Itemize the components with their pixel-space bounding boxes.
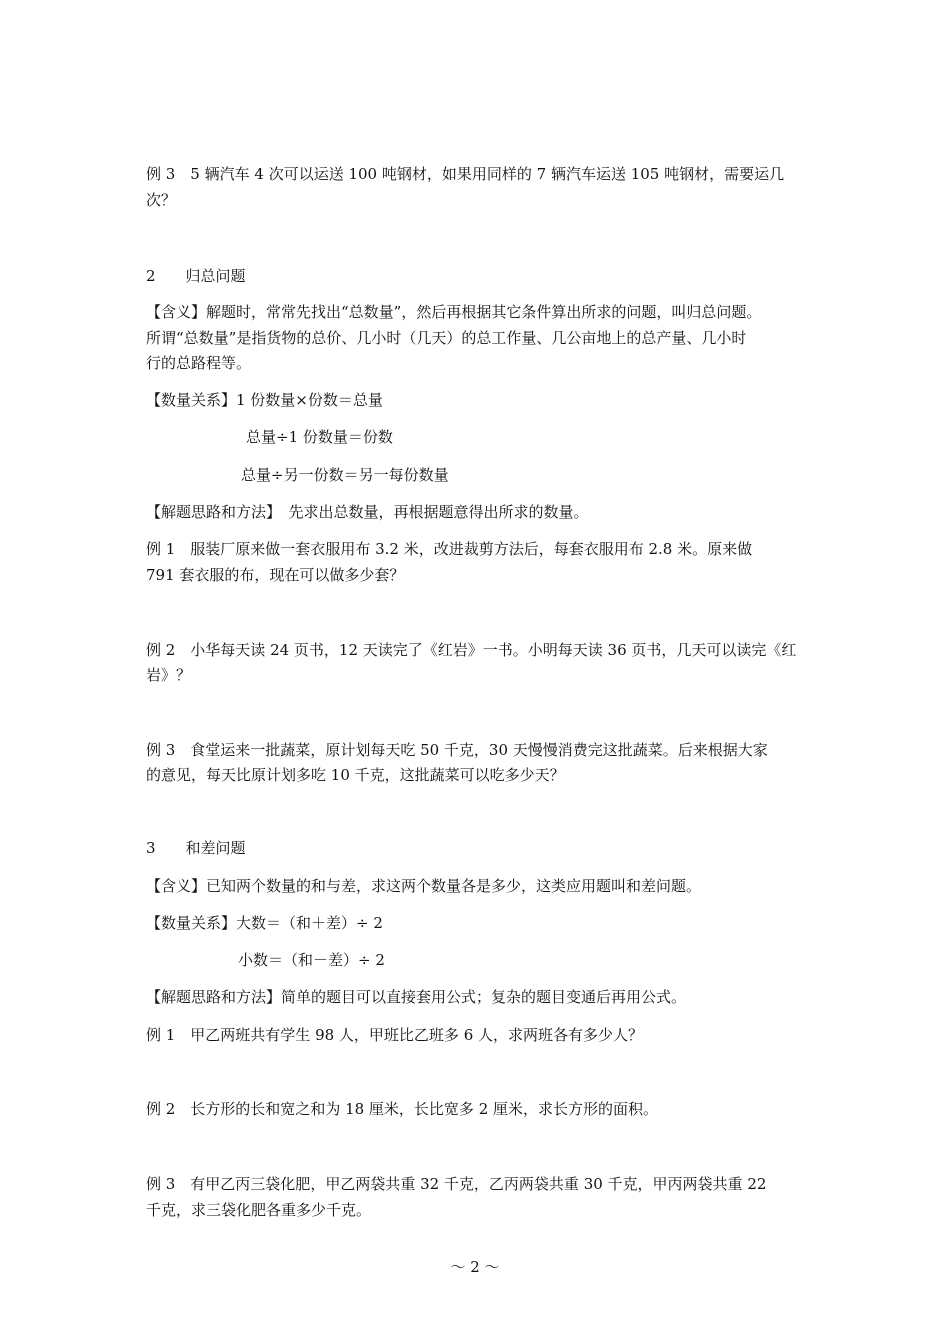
section-2-relation-line-3: 总量÷另一份数＝另一每份数量 — [241, 466, 449, 484]
section-2-relation-line-2: 总量÷1 份数量＝份数 — [246, 428, 393, 446]
example-3-prev-line-1: 例 3 5 辆汽车 4 次可以运送 100 吨钢材，如果用同样的 7 辆汽车运送 105 吨钢材，需要运几 — [146, 165, 785, 183]
section-2-example-3-line-1: 例 3 食堂运来一批蔬菜，原计划每天吃 50 千克，30 天慢慢消费完这批蔬菜。后来根据大家 — [146, 741, 768, 759]
section-3-relation-line-1: 【数量关系】大数＝（和＋差）÷ 2 — [146, 914, 383, 932]
section-3-example-1: 例 1 甲乙两班共有学生 98 人，甲班比乙班多 6 人，求两班各有多少人？ — [146, 1026, 644, 1044]
section-2-example-1-line-1: 例 1 服装厂原来做一套衣服用布 3.2 米，改进裁剪方法后，每套衣服用布 2.8 米。原来做 — [146, 540, 753, 558]
section-2-relation-line-1: 【数量关系】1 份数量×份数＝总量 — [146, 391, 383, 409]
section-3-relation-line-2: 小数＝（和－差）÷ 2 — [238, 951, 385, 969]
section-3-example-2: 例 2 长方形的长和宽之和为 18 厘米，长比宽多 2 厘米，求长方形的面积。 — [146, 1100, 659, 1118]
page-number: ～ 2 ～ — [450, 1258, 500, 1276]
section-2-method: 【解题思路和方法】 先求出总数量，再根据题意得出所求的数量。 — [146, 503, 589, 521]
section-3-method: 【解题思路和方法】简单的题目可以直接套用公式；复杂的题目变通后再用公式。 — [146, 988, 687, 1006]
section-2-example-2-line-1: 例 2 小华每天读 24 页书，12 天读完了《红岩》一书。小明每天读 36 页书，几天可以读完《红 — [146, 641, 797, 659]
section-2-example-2-line-2: 岩》？ — [146, 666, 192, 684]
example-3-prev-line-2: 次？ — [146, 191, 177, 209]
section-2-meaning-line-1: 【含义】解题时，常常先找出“总数量”，然后再根据其它条件算出所求的问题，叫归总问题。 — [146, 303, 762, 321]
section-3-example-3-line-1: 例 3 有甲乙丙三袋化肥，甲乙两袋共重 32 千克，乙丙两袋共重 30 千克，甲丙两袋共重 22 — [146, 1175, 767, 1193]
section-2-meaning-line-3: 行的总路程等。 — [146, 354, 252, 372]
section-2-example-1-line-2: 791 套衣服的布，现在可以做多少套？ — [146, 566, 405, 584]
section-2-meaning-line-2: 所谓“总数量”是指货物的总价、几小时（几天）的总工作量、几公亩地上的总产量、几小时 — [146, 329, 747, 347]
section-3-heading: 3 和差问题 — [146, 839, 246, 857]
section-2-example-3-line-2: 的意见，每天比原计划多吃 10 千克，这批蔬菜可以吃多少天？ — [146, 766, 565, 784]
section-3-example-3-line-2: 千克，求三袋化肥各重多少千克。 — [146, 1201, 372, 1219]
section-2-heading: 2 归总问题 — [146, 267, 246, 285]
section-3-meaning: 【含义】已知两个数量的和与差，求这两个数量各是多少，这类应用题叫和差问题。 — [146, 877, 702, 895]
